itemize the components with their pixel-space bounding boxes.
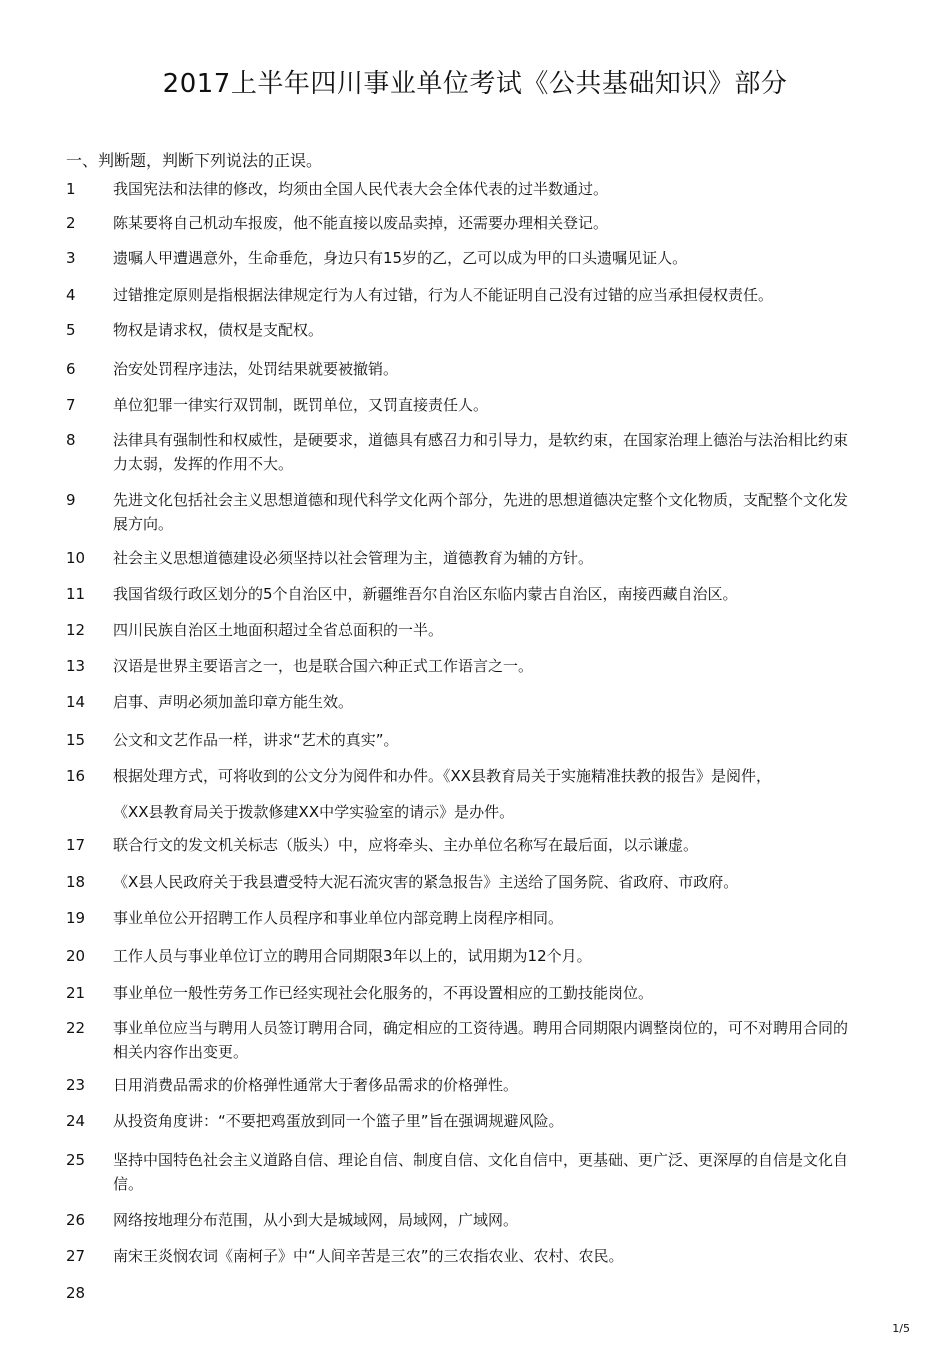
question-number: 20 — [66, 947, 86, 965]
question-number: 18 — [66, 873, 86, 891]
question-number: 23 — [66, 1076, 86, 1094]
question-number: 24 — [66, 1112, 86, 1130]
question-number: 28 — [66, 1284, 86, 1302]
question-text: 联合行文的发文机关标志（版头）中，应将牵头、主办单位名称写在最后面，以示谦虚。 — [113, 836, 699, 854]
question-text: 《X县人民政府关于我县遭受特大泥石流灾害的紧急报告》主送给了国务院、省政府、市政府。 — [113, 873, 739, 891]
question-text: 遗嘱人甲遭遇意外，生命垂危，身边只有15岁的乙，乙可以成为甲的口头遗嘱见证人。 — [113, 249, 688, 267]
question-number: 6 — [66, 360, 76, 378]
question-text: 四川民族自治区土地面积超过全省总面积的一半。 — [113, 621, 444, 639]
question-text: 我国宪法和法律的修改，均须由全国人民代表大会全体代表的过半数通过。 — [113, 180, 609, 198]
question-text: 先进文化包括社会主义思想道德和现代科学文化两个部分，先进的思想道德决定整个文化物质，支配整个文化发展方向。 — [113, 491, 849, 533]
question-text-continued: 《XX县教育局关于拨款修建XX中学实验室的请示》是办件。 — [113, 803, 515, 821]
question-text: 启事、声明必须加盖印章方能生效。 — [113, 693, 354, 711]
question-text: 日用消费品需求的价格弹性通常大于奢侈品需求的价格弹性。 — [113, 1076, 519, 1094]
page-number: 1/5 — [892, 1322, 910, 1335]
question-number: 26 — [66, 1211, 86, 1229]
question-text: 物权是请求权，债权是支配权。 — [113, 321, 324, 339]
question-number: 21 — [66, 984, 86, 1002]
question-number: 27 — [66, 1247, 86, 1265]
question-number: 13 — [66, 657, 86, 675]
question-text: 从投资角度讲：“不要把鸡蛋放到同一个篮子里”旨在强调规避风险。 — [113, 1112, 564, 1130]
question-text: 陈某要将自己机动车报废，他不能直接以废品卖掉，还需要办理相关登记。 — [113, 214, 609, 232]
question-number: 17 — [66, 836, 86, 854]
question-text: 根据处理方式，可将收到的公文分为阅件和办件。《XX县教育局关于实施精准扶教的报告》是阅件， — [113, 767, 772, 785]
question-number: 12 — [66, 621, 86, 639]
question-number: 8 — [66, 431, 76, 449]
question-text: 事业单位应当与聘用人员签订聘用合同，确定相应的工资待遇。聘用合同期限内调整岗位的，可不对聘用合同的相关内容作出变更。 — [113, 1019, 849, 1061]
question-number: 4 — [66, 286, 76, 304]
question-text: 法律具有强制性和权威性，是硬要求，道德具有感召力和引导力，是软约束，在国家治理上德治与法治相比约束力太弱，发挥的作用不大。 — [113, 431, 849, 473]
question-text: 社会主义思想道德建设必须坚持以社会管理为主，道德教育为辅的方针。 — [113, 549, 594, 567]
section-heading: 一、判断题，判断下列说法的正误。 — [66, 151, 323, 170]
question-text: 治安处罚程序违法，处罚结果就要被撤销。 — [113, 360, 399, 378]
question-number: 15 — [66, 731, 86, 749]
question-number: 14 — [66, 693, 86, 711]
question-text: 汉语是世界主要语言之一，也是联合国六种正式工作语言之一。 — [113, 657, 534, 675]
question-number: 19 — [66, 909, 86, 927]
question-text: 单位犯罪一律实行双罚制，既罚单位，又罚直接责任人。 — [113, 396, 489, 414]
question-text: 事业单位公开招聘工作人员程序和事业单位内部竞聘上岗程序相同。 — [113, 909, 564, 927]
question-text: 工作人员与事业单位订立的聘用合同期限3年以上的，试用期为12个月。 — [113, 947, 592, 965]
question-number: 3 — [66, 249, 76, 267]
question-number: 22 — [66, 1019, 86, 1037]
page-title: 2017上半年四川事业单位考试《公共基础知识》部分 — [162, 69, 788, 99]
question-text: 过错推定原则是指根据法律规定行为人有过错，行为人不能证明自己没有过错的应当承担侵权责任。 — [113, 286, 774, 304]
question-text: 南宋王炎悯农词《南柯子》中“人间辛苦是三农”的三农指农业、农村、农民。 — [113, 1247, 624, 1265]
question-text: 网络按地理分布范围，从小到大是城域网，局域网，广域网。 — [113, 1211, 519, 1229]
question-text: 坚持中国特色社会主义道路自信、理论自信、制度自信、文化自信中，更基础、更广泛、更深厚的自信是文化自信。 — [113, 1151, 849, 1193]
question-number: 2 — [66, 214, 76, 232]
question-number: 9 — [66, 491, 76, 509]
question-text: 事业单位一般性劳务工作已经实现社会化服务的，不再设置相应的工勤技能岗位。 — [113, 984, 654, 1002]
question-number: 5 — [66, 321, 76, 339]
question-text: 公文和文艺作品一样，讲求“艺术的真实”。 — [113, 731, 399, 749]
question-number: 16 — [66, 767, 86, 785]
question-number: 11 — [66, 585, 86, 603]
question-number: 10 — [66, 549, 86, 567]
question-number: 25 — [66, 1151, 86, 1169]
question-number: 1 — [66, 180, 76, 198]
question-number: 7 — [66, 396, 76, 414]
question-text: 我国省级行政区划分的5个自治区中，新疆维吾尔自治区东临内蒙古自治区，南接西藏自治区。 — [113, 585, 738, 603]
